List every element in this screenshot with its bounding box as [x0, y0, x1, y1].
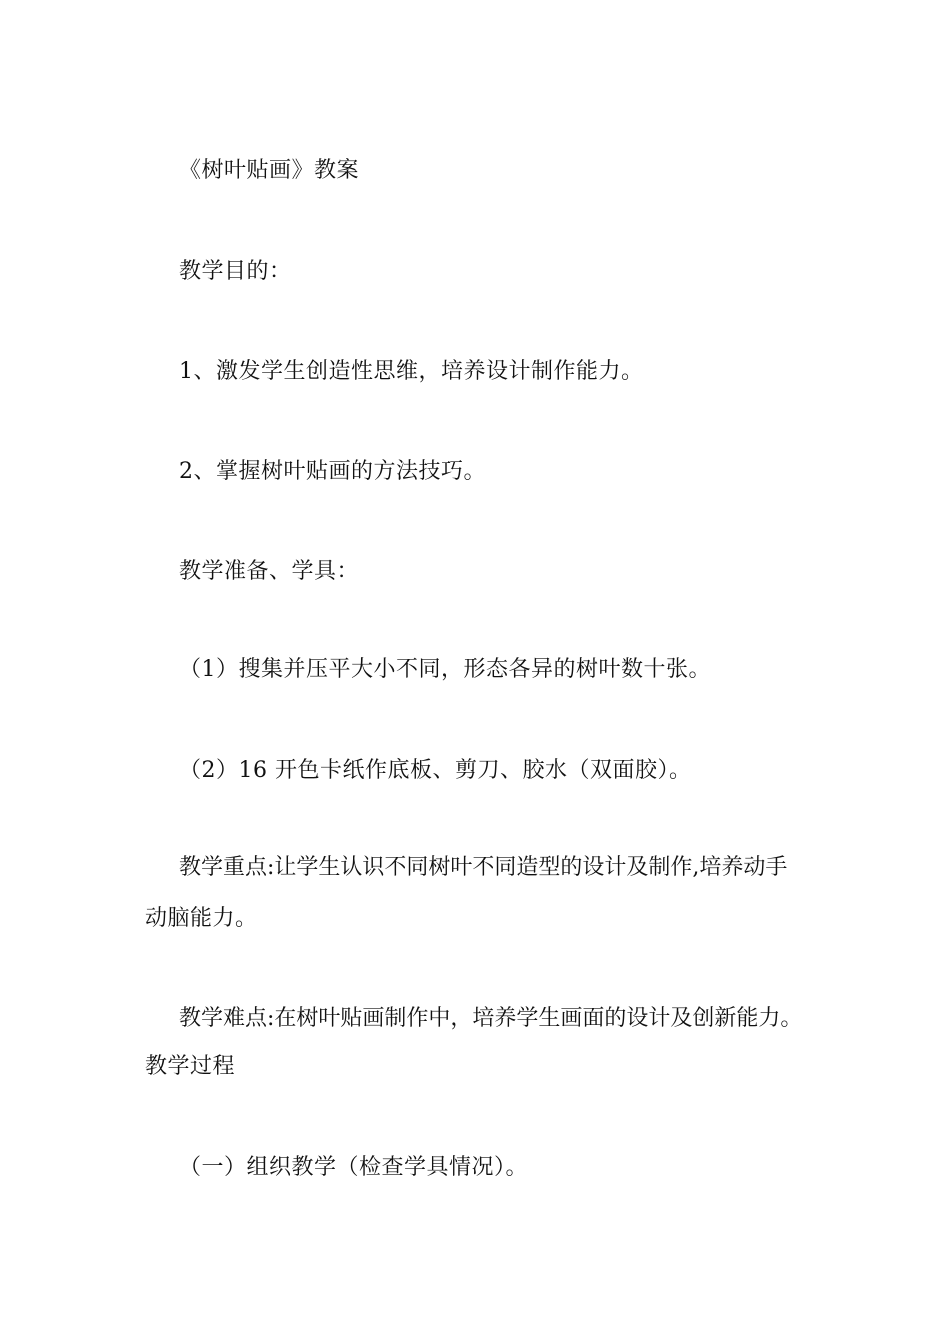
prep-item-1: （1）搜集并压平大小不同，形态各异的树叶数十张。 — [179, 657, 711, 682]
difficulty-line: 教学难点:在树叶贴画制作中，培养学生画面的设计及创新能力。 — [179, 1006, 803, 1031]
key-point-line-2: 动脑能力。 — [145, 906, 258, 931]
objective-item-1: 1、激发学生创造性思维，培养设计制作能力。 — [179, 359, 644, 384]
objective-item-2: 2、掌握树叶贴画的方法技巧。 — [179, 459, 486, 484]
process-step-1: （一）组织教学（检查学具情况）。 — [179, 1155, 529, 1180]
key-point-line-1: 教学重点:让学生认识不同树叶不同造型的设计及制作,培养动手 — [179, 855, 788, 880]
prep-item-2: （2）16 开色卡纸作底板、剪刀、胶水（双面胶）。 — [179, 758, 692, 783]
document-title: 《树叶贴画》教案 — [179, 158, 360, 183]
process-heading: 教学过程 — [145, 1054, 236, 1079]
objective-heading: 教学目的： — [179, 259, 292, 284]
prep-heading: 教学准备、学具： — [179, 559, 360, 584]
